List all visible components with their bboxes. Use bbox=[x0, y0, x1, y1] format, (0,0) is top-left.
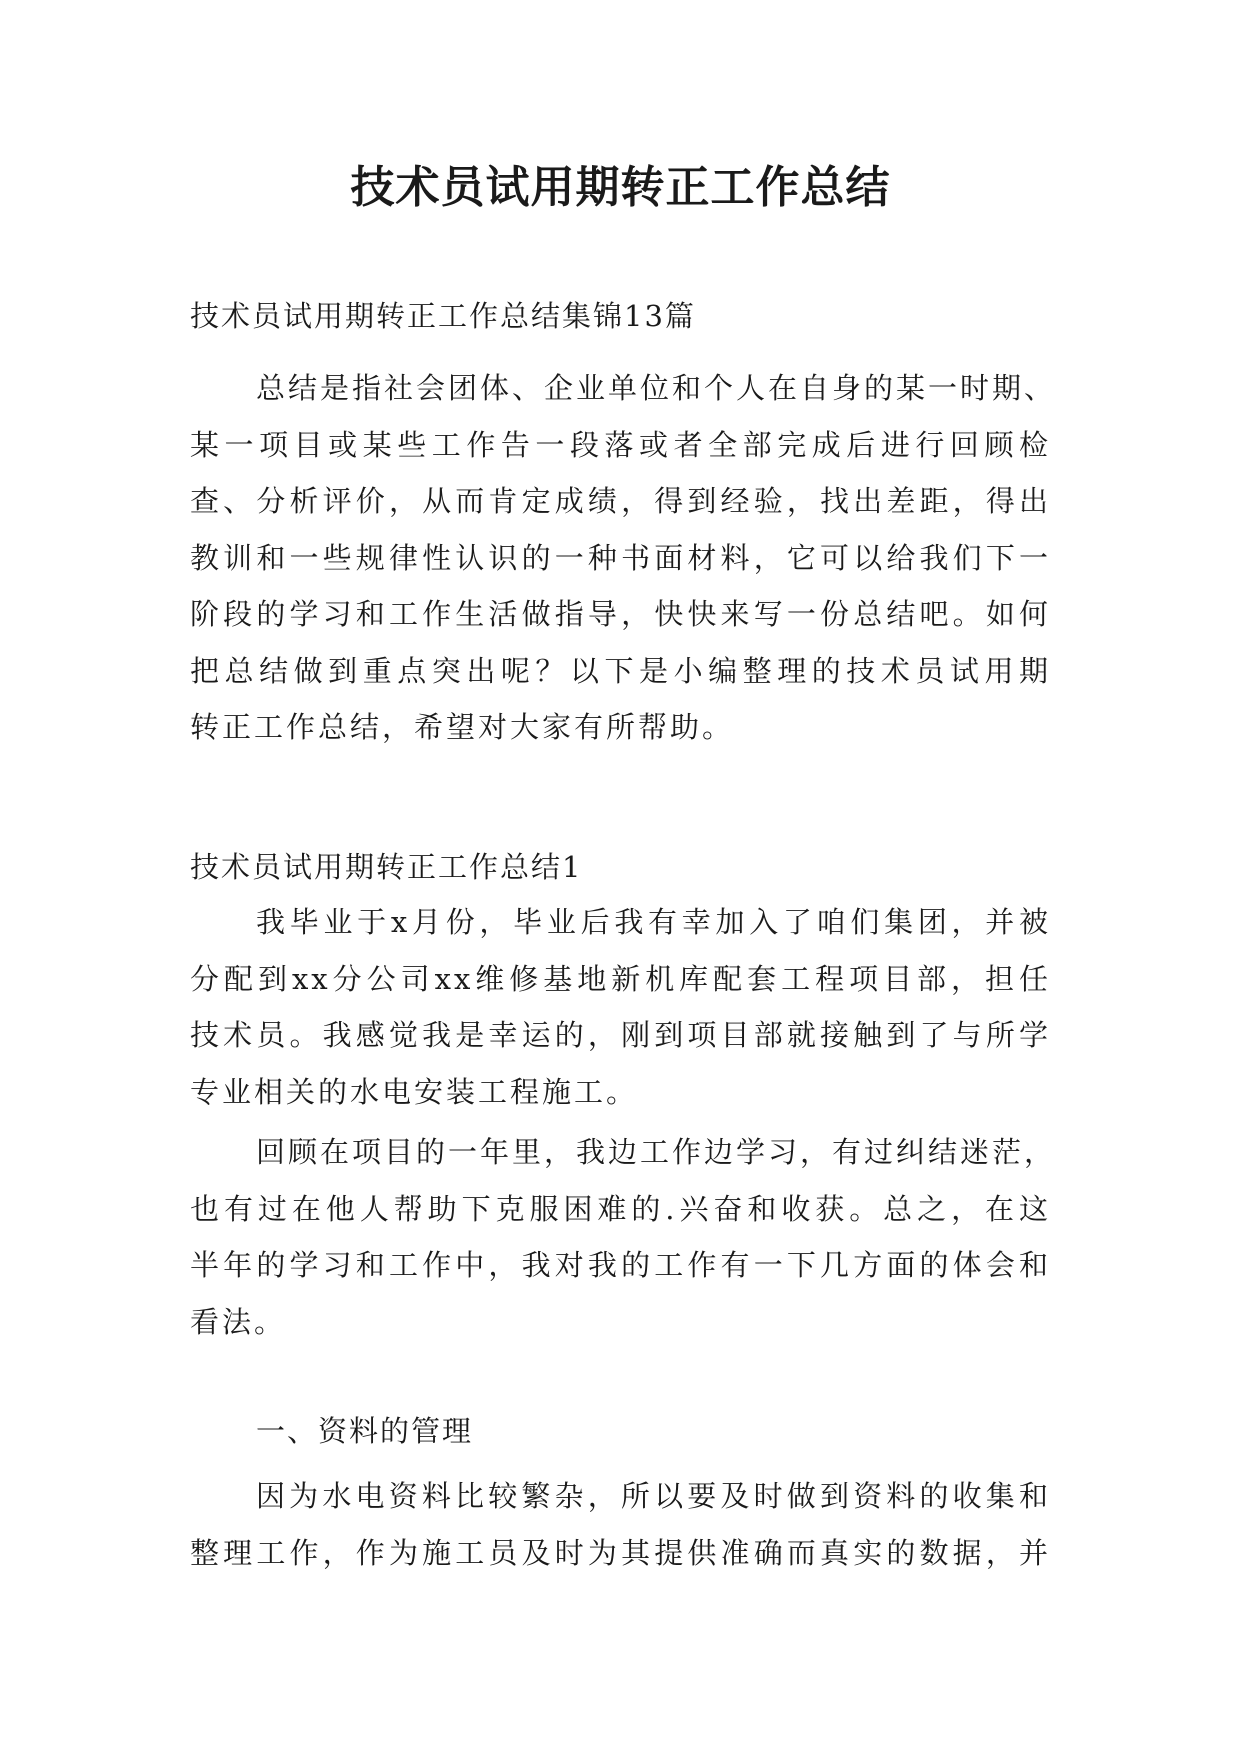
intro-line: 阶段的学习和工作生活做指导，快快来写一份总结吧。如何 bbox=[190, 597, 1051, 631]
paragraph-line: 技术员。我感觉我是幸运的，刚到项目部就接触到了与所学 bbox=[190, 1018, 1051, 1052]
paragraph-line: 专业相关的水电安装工程施工。 bbox=[190, 1074, 639, 1109]
paragraph-2 bbox=[190, 1124, 1057, 1350]
paragraph-line: 回顾在项目的一年里，我边工作边学习，有过纠结迷茫， bbox=[256, 1135, 1057, 1169]
paragraph-line: 我毕业于x月份，毕业后我有幸加入了咱们集团，并被 bbox=[256, 905, 1051, 939]
paragraph-line: 分配到xx分公司xx维修基地新机库配套工程项目部，担任 bbox=[190, 961, 1051, 996]
item-heading: 一、资料的管理 bbox=[256, 1414, 474, 1448]
paragraph-1 bbox=[190, 894, 1051, 1120]
paragraph-line: 半年的学习和工作中，我对我的工作有一下几方面的体会和 bbox=[190, 1248, 1051, 1282]
document-subtitle: 技术员试用期转正工作总结集锦13篇 bbox=[190, 299, 696, 333]
intro-paragraph bbox=[190, 360, 1057, 756]
paragraph-line: 看法。 bbox=[190, 1304, 287, 1339]
intro-line: 把总结做到重点突出呢？以下是小编整理的技术员试用期 bbox=[190, 653, 1051, 688]
document-title: 技术员试用期转正工作总结 bbox=[350, 162, 891, 213]
intro-line: 某一项目或某些工作告一段落或者全部完成后进行回顾检 bbox=[190, 427, 1051, 462]
intro-line: 转正工作总结，希望对大家有所帮助。 bbox=[190, 710, 735, 744]
paragraph-line: 整理工作，作为施工员及时为其提供准确而真实的数据，并 bbox=[190, 1535, 1051, 1570]
intro-line: 查、分析评价，从而肯定成绩，得到经验，找出差距，得出 bbox=[190, 484, 1051, 518]
paragraph-line: 也有过在他人帮助下克服困难的.兴奋和收获。总之，在这 bbox=[190, 1191, 1051, 1226]
intro-line: 教训和一些规律性认识的一种书面材料，它可以给我们下一 bbox=[190, 540, 1051, 575]
paragraph-line: 因为水电资料比较繁杂，所以要及时做到资料的收集和 bbox=[256, 1479, 1051, 1513]
paragraph-3 bbox=[190, 1468, 1051, 1581]
intro-line: 总结是指社会团体、企业单位和个人在自身的某一时期、 bbox=[256, 371, 1057, 405]
section-heading: 技术员试用期转正工作总结1 bbox=[190, 850, 583, 884]
